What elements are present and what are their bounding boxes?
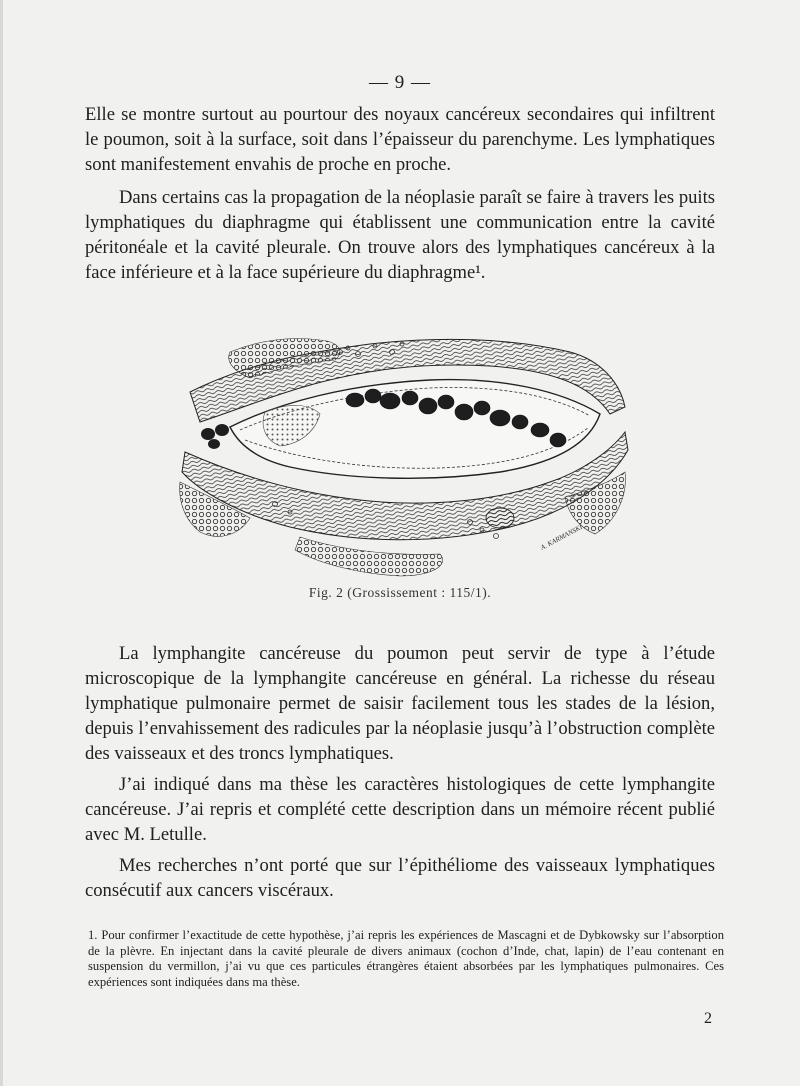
lymphangitis-illustration — [170, 322, 630, 580]
paragraph-1: Elle se montre surtout au pourtour des noyaux cancéreux secondaires qui infiltrent le poumon, soit à la surface, soit dans l’épaisseur du parenchyme. Les lymphatiques sont manifestement envahis de proche en proche. — [85, 104, 715, 175]
paragraph-3: La lymphangite cancéreuse du poumon peut servir de type à l’étude microscopique de la lymphangite cancéreuse en général. La richesse du réseau lymphatique pulmonaire permet de saisir facilement tous les stades de la lésion, depuis l’envahissement des radicules par la néoplasie jusqu’à l’obstruction complète des vaisseaux et des troncs lymphatiques. — [85, 643, 715, 764]
histology-figure — [170, 322, 630, 580]
paragraph-4: J’ai indiqué dans ma thèse les caractères histologiques de cette lymphangite cancéreuse. J’ai repris et complété cette description dans un mémoire récent publié avec M. Letulle. — [85, 774, 715, 845]
page-number-footer: 2 — [704, 1010, 712, 1027]
paragraph-2: Dans certains cas la propagation de la néoplasie paraît se faire à travers les puits lymphatiques du diaphragme qui établissent une communication entre la cavité péritonéale et la cavité pleurale. On trouve alors des lymphatiques cancéreux à la face inférieure et à la face supérieure du diaphragme¹. — [85, 187, 715, 283]
figure-caption: Fig. 2 (Grossissement : 115/1). — [308, 585, 492, 600]
paragraph-5: Mes recherches n’ont porté que sur l’épithéliome des vaisseaux lymphatiques consécutif aux cancers viscéraux. — [85, 855, 715, 901]
engraver-signature: A. KARMANSKI — [539, 522, 584, 552]
small-vessel — [486, 508, 514, 528]
alveolar-tissue-bottom — [295, 537, 443, 576]
footnote: 1. Pour confirmer l’exactitude de cette hypothèse, j’ai repris les expériences de Mascagni et de Dybkowsky sur l’absorption de la plèvre. En injectant dans la cavité pleurale de divers animaux (cochon d’Inde, chat, lapin) de l’eau contenant en suspension du vermillon, j’ai vu que ces particules étrangères étaient absorbées par les lymphatiques pulmonaires. Ces expériences sont indiquées dans ma thèse. — [88, 928, 724, 989]
page-number-header: — 9 — — [369, 72, 431, 93]
left-cell-aggregate — [201, 424, 229, 449]
